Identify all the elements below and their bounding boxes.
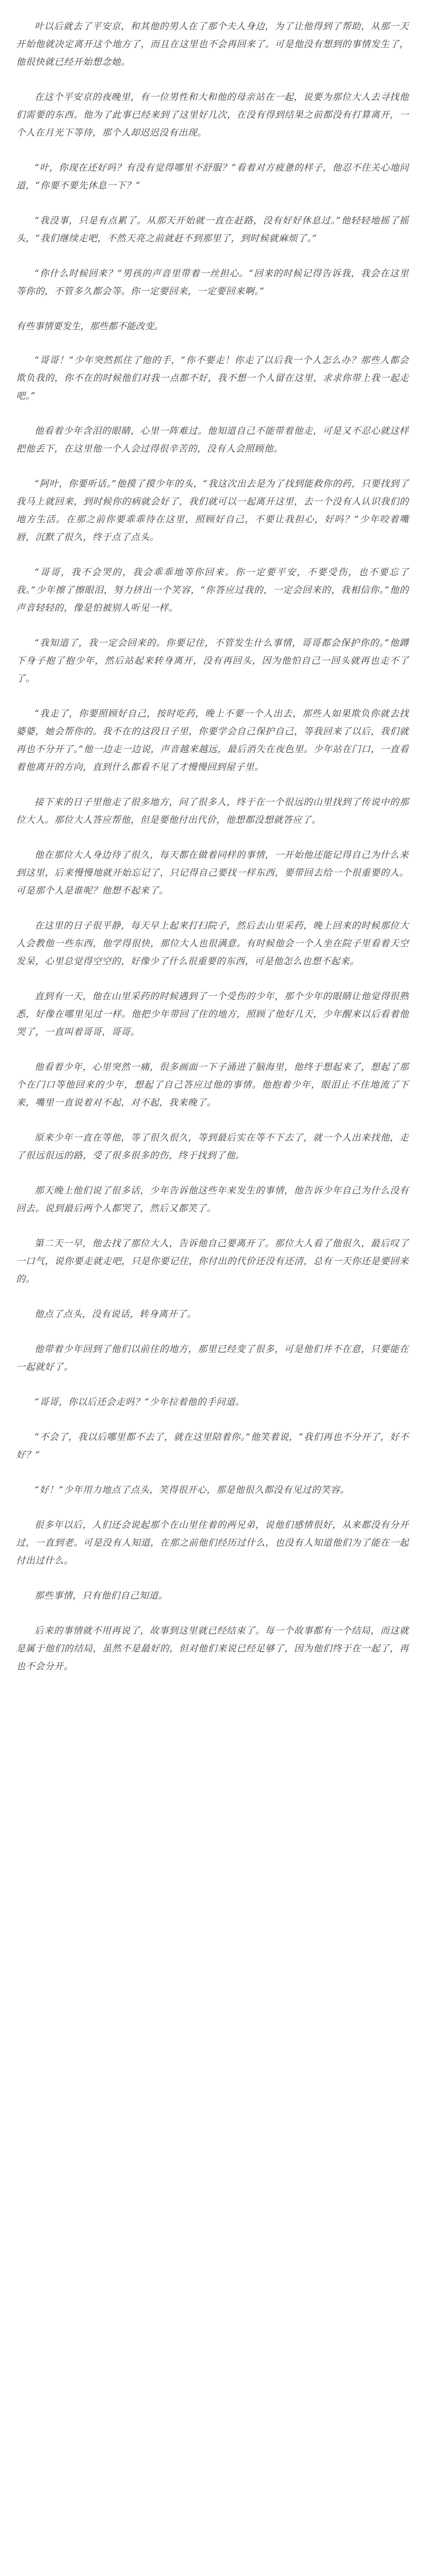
paragraph: 在这里的日子很平静，每天早上起来打扫院子，然后去山里采药，晚上回来的时候那位大人会教他一些东西，他学得很快，那位大人也很满意。有时候他会一个人坐在院子里看着天空发呆，心里总觉得空空的，好像少了什么很重要的东西，可是他怎么也想不起来。 — [16, 920, 409, 967]
paragraph: “哥哥！”少年突然抓住了他的手，“你不要走！你走了以后我一个人怎么办？那些人都会欺负我的，你不在的时候他们对我一点都不好，我不想一个人留在这里，求求你带上我一起走吧。” — [16, 355, 409, 401]
paragraph: 他看着少年含泪的眼睛，心里一阵难过。他知道自己不能带着他走，可是又不忍心就这样把他丢下，在这里他一个人会过得很辛苦的，没有人会照顾他。 — [16, 425, 409, 454]
paragraph: 后来的事情就不用再说了，故事到这里就已经结束了。每一个故事都有一个结局，而这就是属于他们的结局，虽然不是最好的，但对他们来说已经足够了，因为他们终于在一起了，再也不会分开。 — [16, 1625, 409, 1672]
paragraph: 他在那位大人身边待了很久，每天都在做着同样的事情，一开始他还能记得自己为什么来到这里，后来慢慢地就开始忘记了，只记得自己要找一样东西，要带回去给一个很重要的人。可是那个人是谁呢？他想不起来了。 — [16, 849, 409, 896]
paragraph: 直到有一天，他在山里采药的时候遇到了一个受伤的少年，那个少年的眼睛让他觉得很熟悉，好像在哪里见过一样。他把少年带回了住的地方，照顾了他好几天，少年醒来以后看着他哭了，一直叫着哥哥，哥哥。 — [16, 991, 409, 1037]
paragraph: 接下来的日子里他走了很多地方，问了很多人，终于在一个很远的山里找到了传说中的那位大人。那位大人答应帮他，但是要他付出代价，他想都没想就答应了。 — [16, 796, 409, 825]
paragraph: “我走了，你要照顾好自己，按时吃药，晚上不要一个人出去，那些人如果欺负你就去找婆婆，她会帮你的。我不在的这段日子里，你要学会自己保护自己，等我回来了以后，我们就再也不分开了。”他一边走一边说，声音越来越远，最后消失在夜色里。少年站在门口，一直看着他离开的方向，直到什么都看不见了才慢慢回到屋子里。 — [16, 708, 409, 772]
paragraph: 那些事情，只有他们自己知道。 — [34, 1590, 168, 1601]
paragraph: 他带着少年回到了他们以前住的地方，那里已经变了很多，可是他们并不在意，只要能在一起就好了。 — [16, 1343, 409, 1372]
paragraph: “我知道了，我一定会回来的。你要记住，不管发生什么事情，哥哥都会保护你的。”他蹲下身子抱了抱少年，然后站起来转身离开，没有再回头，因为他怕自己一回头就再也走不了了。 — [16, 637, 409, 684]
paragraph: 那天晚上他们说了很多话，少年告诉他这些年来发生的事情，他告诉少年自己为什么没有回去。说到最后两个人都哭了，然后又都笑了。 — [16, 1185, 409, 1214]
paragraph: “哥哥，我不会哭的，我会乖乖地等你回来。你一定要平安，不要受伤，也不要忘了我。”少年擦了擦眼泪，努力挤出一个笑容，“你答应过我的，一定会回来的，我相信你。”他的声音轻轻的，像是怕被别人听见一样。 — [16, 567, 409, 613]
paragraph: “阿叶，你要听话。”他摸了摸少年的头，“我这次出去是为了找到能救你的药，只要找到了我马上就回来，到时候你的病就会好了，我们就可以一起离开这里，去一个没有人认识我们的地方生活。在那之前你要乖乖待在这里，照顾好自己，不要让我担心，好吗？”少年咬着嘴唇，沉默了很久，终于点了点头。 — [16, 478, 409, 542]
paragraph: 他点了点头，没有说话，转身离开了。 — [34, 1308, 197, 1319]
paragraph: “我没事，只是有点累了。从那天开始就一直在赶路，没有好好休息过。”他轻轻地摇了摇头，“我们继续走吧，不然天亮之前就赶不到那里了，到时候就麻烦了。” — [16, 215, 409, 244]
paragraph: 在这个平安京的夜晚里，有一位男性和大和他的母亲站在一起，说要为那位大人去寻找他们需要的东西。他为了此事已经来到了这里好几次，在没有得到结果之前都没有打算离开，一个人在月光下等待，那个人却迟迟没有出现。 — [16, 91, 409, 138]
paragraph: “叶，你现在还好吗？有没有觉得哪里不舒服？”看着对方疲惫的样子，他忍不住关心地问道，“你要不要先休息一下？” — [16, 162, 409, 191]
paragraph: “好！”少年用力地点了点头，笑得很开心，那是他很久都没有见过的笑容。 — [34, 1484, 350, 1495]
paragraph: 原来少年一直在等他，等了很久很久，等到最后实在等不下去了，就一个人出来找他，走了很远很远的路，受了很多很多的伤，终于找到了他。 — [16, 1132, 409, 1161]
paragraph: “哥哥，你以后还会走吗？”少年拉着他的手问道。 — [34, 1396, 245, 1407]
paragraph: 第二天一早，他去找了那位大人，告诉他自己要离开了。那位大人看了他很久，最后叹了一口气，说你要走就走吧，只是你要记住，你付出的代价还没有还清，总有一天你还是要回来的。 — [16, 1238, 409, 1284]
paragraph: 他看着少年，心里突然一痛，很多画面一下子涌进了脑海里，他终于想起来了，想起了那个在门口等他回来的少年，想起了自己答应过他的事情。他抱着少年，眼泪止不住地流了下来，嘴里一直说着对不起，对不起，我来晚了。 — [16, 1061, 409, 1108]
paragraph: 很多年以后，人们还会说起那个在山里住着的两兄弟，说他们感情很好，从来都没有分开过，一直到老。可是没有人知道，在那之前他们经历过什么，也没有人知道他们为了能在一起付出过什么。 — [16, 1519, 409, 1566]
paragraph: 叶以后就去了平安京，和其他的男人在了那个夫人身边，为了让他得到了帮助，从那一天开始他就决定离开这个地方了，而且在这里也不会再回来了。可是他没有想到的事情发生了，他很快就已经开始想念她。 — [16, 21, 409, 67]
section-heading: 有些事情要发生，那些都不能改变。 — [16, 321, 164, 332]
paragraph: “不会了，我以后哪里都不去了，就在这里陪着你。”他笑着说，“我们再也不分开了，好不好？” — [16, 1431, 409, 1460]
paragraph: “你什么时候回来？”男孩的声音里带着一丝担心。“回来的时候记得告诉我，我会在这里等你的，不管多久都会等。你一定要回来，一定要回来啊。” — [16, 268, 409, 297]
